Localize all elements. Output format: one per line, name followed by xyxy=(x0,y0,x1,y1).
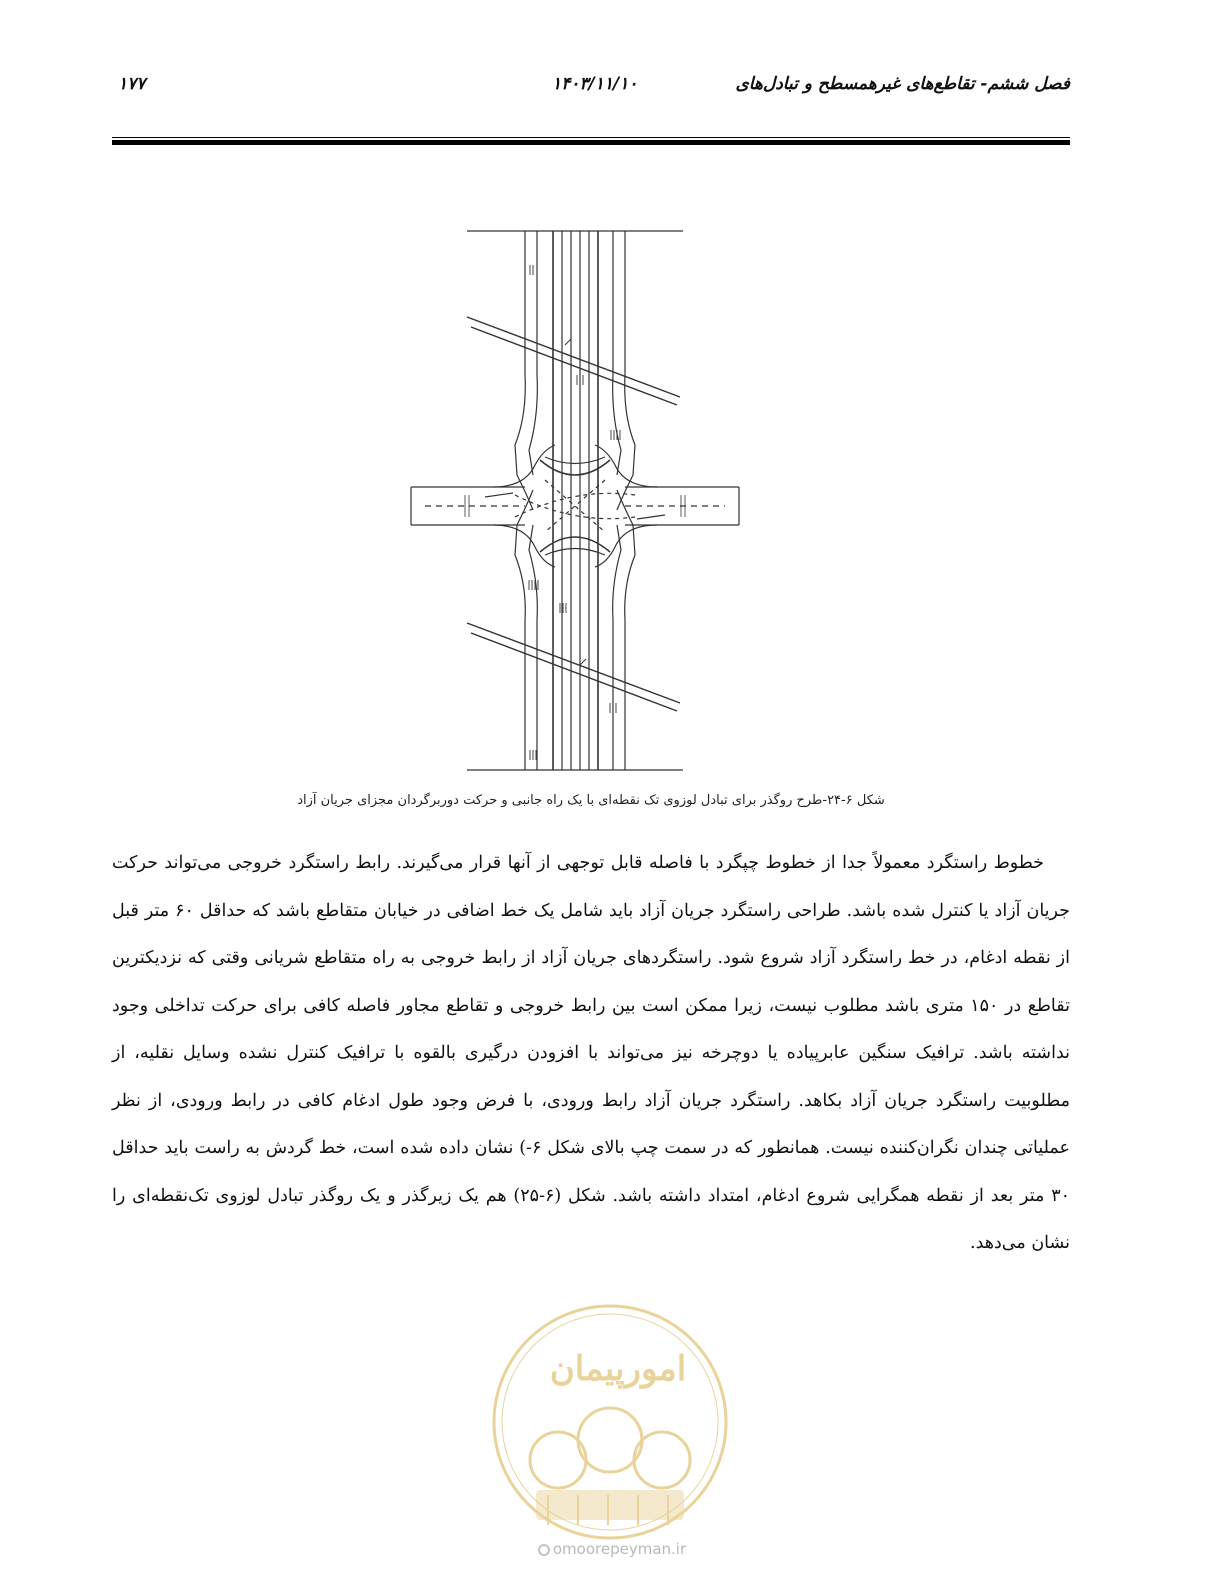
watermark-logo-text: امورپیمان xyxy=(549,1349,687,1389)
watermark-site xyxy=(0,1540,1224,1558)
header-rule-thick xyxy=(112,140,1070,145)
header-rule-thin xyxy=(112,137,1070,138)
interchange-figure xyxy=(405,225,745,775)
body-text xyxy=(112,840,1070,1268)
page-header xyxy=(112,62,1070,112)
body-paragraph: خطوط راستگرد معمولاً جدا از خطوط چپگرد با فاصله قابل توجهی از آنها قرار می‌گیرند. رابط راستگرد خروجی می‌تواند حرکت جریان آزاد یا کنترل شده باشد. طراحی راستگرد جریان آزاد باید شامل یک خط اضافی در خیابان متقاطع باشد که حداقل ۶۰ متر قبل از نقطه ادغام، در خط راستگرد آزاد شروع شود. راستگردهای جریان آزاد از رابط خروجی به راه متقاطع شریانی وقتی که نزدیکترین تقاطع در ۱۵۰ متری باشد مطلوب نیست، زیرا ممکن است بین رابط خروجی و تقاطع مجاور فاصله کافی برای حرکت تداخلی وجود نداشته باشد. ترافیک سنگین عابرپیاده یا دوچرخه نیز می‌تواند با افزودن درگیری بالقوه با ترافیک کنترل نشده وسایل نقلیه، از مطلوبیت راستگرد جریان آزاد بکاهد. راستگرد جریان آزاد رابط ورودی، با فرض وجود طول ادغام کافی در رابط ورودی، از نظر عملیاتی چندان نگران‌کننده نیست. همانطور که در سمت چپ بالای شکل ۶-) نشان داده شده است، خط گردش به راست باید حداقل ۳۰ متر بعد از نقطه همگرایی شروع ادغام، امتداد داشته باشد. شکل (۶-۲۵) هم یک زیرگذر و یک روگذر تبادل لوزوی تک‌نقطه‌ای را نشان می‌دهد. xyxy=(112,853,1071,1253)
instagram-icon xyxy=(538,1544,550,1556)
chapter-title: فصل ششم- تقاطع‌های غیرهمسطح و تبادل‌های xyxy=(735,74,1070,94)
figure-caption: شکل ۶-۲۴-طرح روگذر برای تبادل لوزوی تک نقطه‌ای با یک راه جانبی و حرکت دوربرگردان مجزای جریان آزاد xyxy=(297,793,885,808)
watermark-site-text: omoorepeyman.ir xyxy=(552,1540,687,1558)
page-number: ۱۷۷ xyxy=(118,74,146,94)
header-date: ۱۴۰۳/۱۱/۱۰ xyxy=(552,74,638,94)
interchange-diagram xyxy=(405,225,745,775)
watermark-logo xyxy=(488,1300,732,1544)
